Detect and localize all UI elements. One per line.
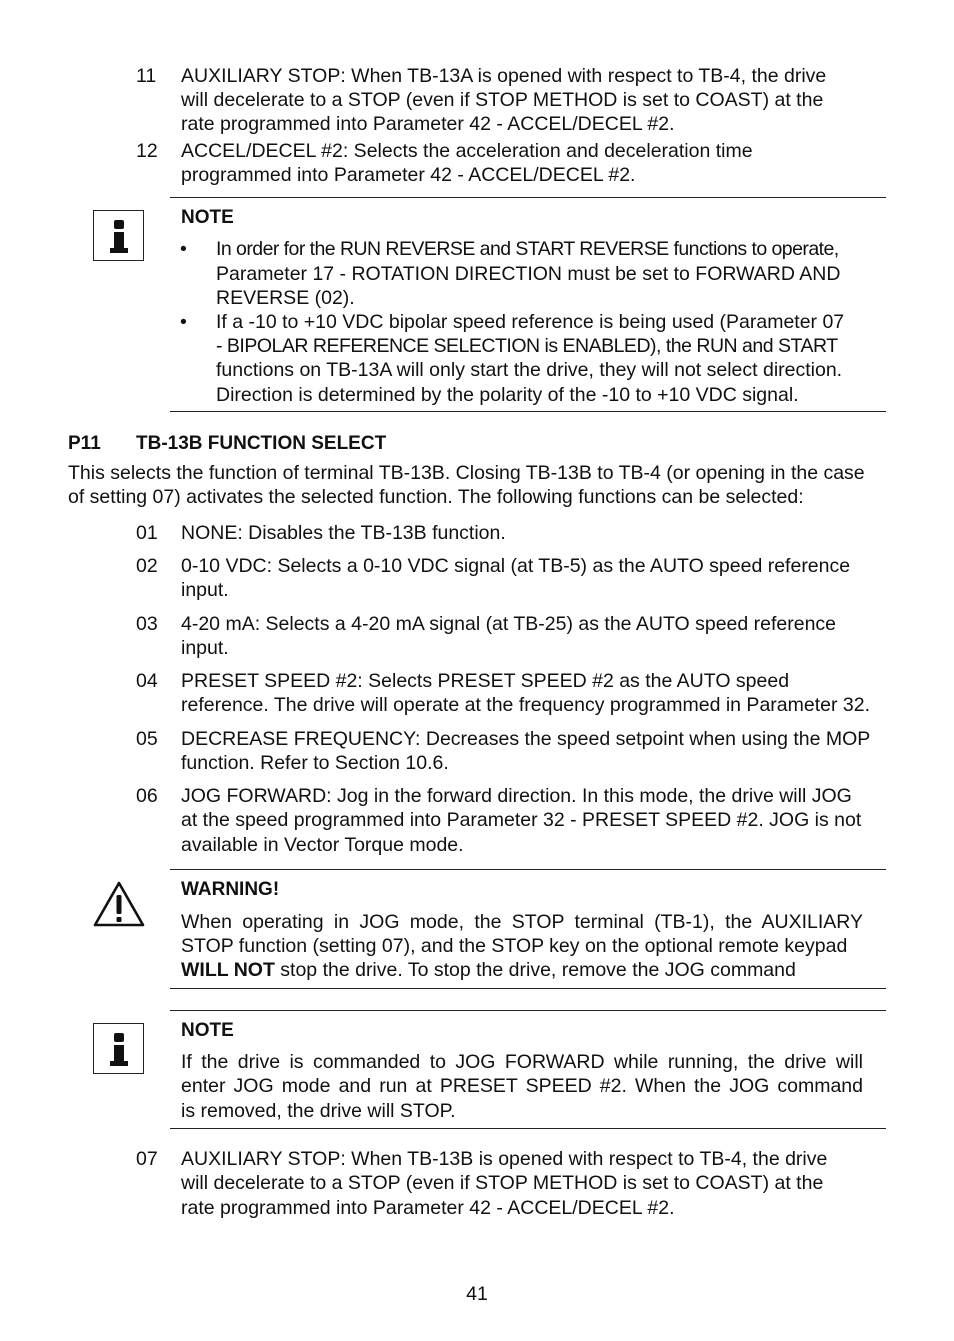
option-text-line: function. Refer to Section 10.6. [181,752,449,774]
warning-text-line [181,958,886,982]
option-text-line: reference. The drive will operate at the frequency programmed in Parameter 32. [181,694,870,716]
option-text-line: input. [181,637,229,659]
note-bullet-line: functions on TB-13A will only start the drive, they will not select direction. [216,359,843,381]
note-top-rule [170,197,886,198]
note-bullet-line: - BIPOLAR REFERENCE SELECTION is ENABLED), the RUN and START [216,335,838,357]
option-text-line: PRESET SPEED #2: Selects PRESET SPEED #2 as the AUTO speed [181,670,790,692]
item-text-line: will decelerate to a STOP (even if STOP METHOD is set to COAST) at the [181,89,824,111]
note-bullet-line: In order for the RUN REVERSE and START REVERSE functions to operate, [216,238,839,260]
item-text-line: rate programmed into Parameter 42 - ACCEL/DECEL #2. [181,113,675,135]
option-text-line: available in Vector Torque mode. [181,834,464,856]
section-intro-line: This selects the function of terminal TB-13B. Closing TB-13B to TB-4 (or opening in the case [68,462,865,484]
option-text-line: input. [181,579,229,601]
option-number: 06 [136,785,158,807]
option-number: 02 [136,555,158,577]
option-text-line: JOG FORWARD: Jog in the forward direction. In this mode, the drive will JOG [181,785,852,807]
item-number: 11 [136,65,157,87]
warning-triangle-icon [92,880,146,928]
note-bullet-line: REVERSE (02). [216,287,355,309]
option-number: 01 [136,522,158,544]
bullet-marker: • [180,238,187,260]
note-title: NOTE [181,207,234,228]
item-number: 12 [136,140,158,162]
option-text-line: 0-10 VDC: Selects a 0-10 VDC signal (at TB-5) as the AUTO speed reference [181,555,851,577]
option-text-line: 4-20 mA: Selects a 4-20 mA signal (at TB-25) as the AUTO speed reference [181,613,837,635]
note-bullet-line: Parameter 17 - ROTATION DIRECTION must be set to FORWARD AND [216,263,841,285]
note-bullet-line: Direction is determined by the polarity of the -10 to +10 VDC signal. [216,384,799,406]
item-text-line: AUXILIARY STOP: When TB-13A is opened with respect to TB-4, the drive [181,65,827,87]
option-text-line: at the speed programmed into Parameter 32 - PRESET SPEED #2. JOG is not [181,809,862,831]
note2-text-line: is removed, the drive will STOP. [181,1100,456,1122]
option-number: 07 [136,1148,158,1170]
warning-top-rule [170,869,886,870]
option-text-line: will decelerate to a STOP (even if STOP METHOD is set to COAST) at the [181,1172,824,1194]
note-bottom-rule [170,411,886,412]
warning-text-line: When operating in JOG mode, the STOP terminal (TB-1), the AUXILIARY [181,911,863,933]
option-number: 03 [136,613,158,635]
note2-text-line: If the drive is commanded to JOG FORWARD while running, the drive will [181,1051,863,1073]
item-text-line: programmed into Parameter 42 - ACCEL/DECEL #2. [181,164,636,186]
warning-text-line: STOP function (setting 07), and the STOP key on the optional remote keypad [181,935,848,957]
option-number: 04 [136,670,158,692]
item-text-line: ACCEL/DECEL #2: Selects the acceleration and deceleration time [181,140,753,162]
option-text-line: rate programmed into Parameter 42 - ACCEL/DECEL #2. [181,1197,675,1219]
note2-title: NOTE [181,1020,234,1041]
section-code: P11 [68,433,101,454]
warning-title: WARNING! [181,879,280,900]
note2-text-line: enter JOG mode and run at PRESET SPEED #2. When the JOG command [181,1075,863,1097]
warning-text-rest: stop the drive. To stop the drive, remove the JOG command [274,959,796,981]
page-number: 41 [466,1283,488,1305]
warning-bottom-rule [170,988,886,989]
option-text-line: NONE: Disables the TB-13B function. [181,522,506,544]
bullet-marker: • [180,311,187,333]
info-icon [93,210,144,261]
option-text-line: DECREASE FREQUENCY: Decreases the speed setpoint when using the MOP [181,728,871,750]
option-number: 05 [136,728,158,750]
note2-bottom-rule [170,1128,886,1129]
note2-top-rule [170,1010,886,1011]
note-bullet-line: If a -10 to +10 VDC bipolar speed reference is being used (Parameter 07 [216,311,845,333]
option-text-line: AUXILIARY STOP: When TB-13B is opened with respect to TB-4, the drive [181,1148,828,1170]
section-title: TB-13B FUNCTION SELECT [136,433,387,454]
section-intro-line: of setting 07) activates the selected function. The following functions can be selected: [68,486,804,508]
info-icon [93,1023,144,1074]
warning-emphasis: WILL NOT [181,959,275,981]
